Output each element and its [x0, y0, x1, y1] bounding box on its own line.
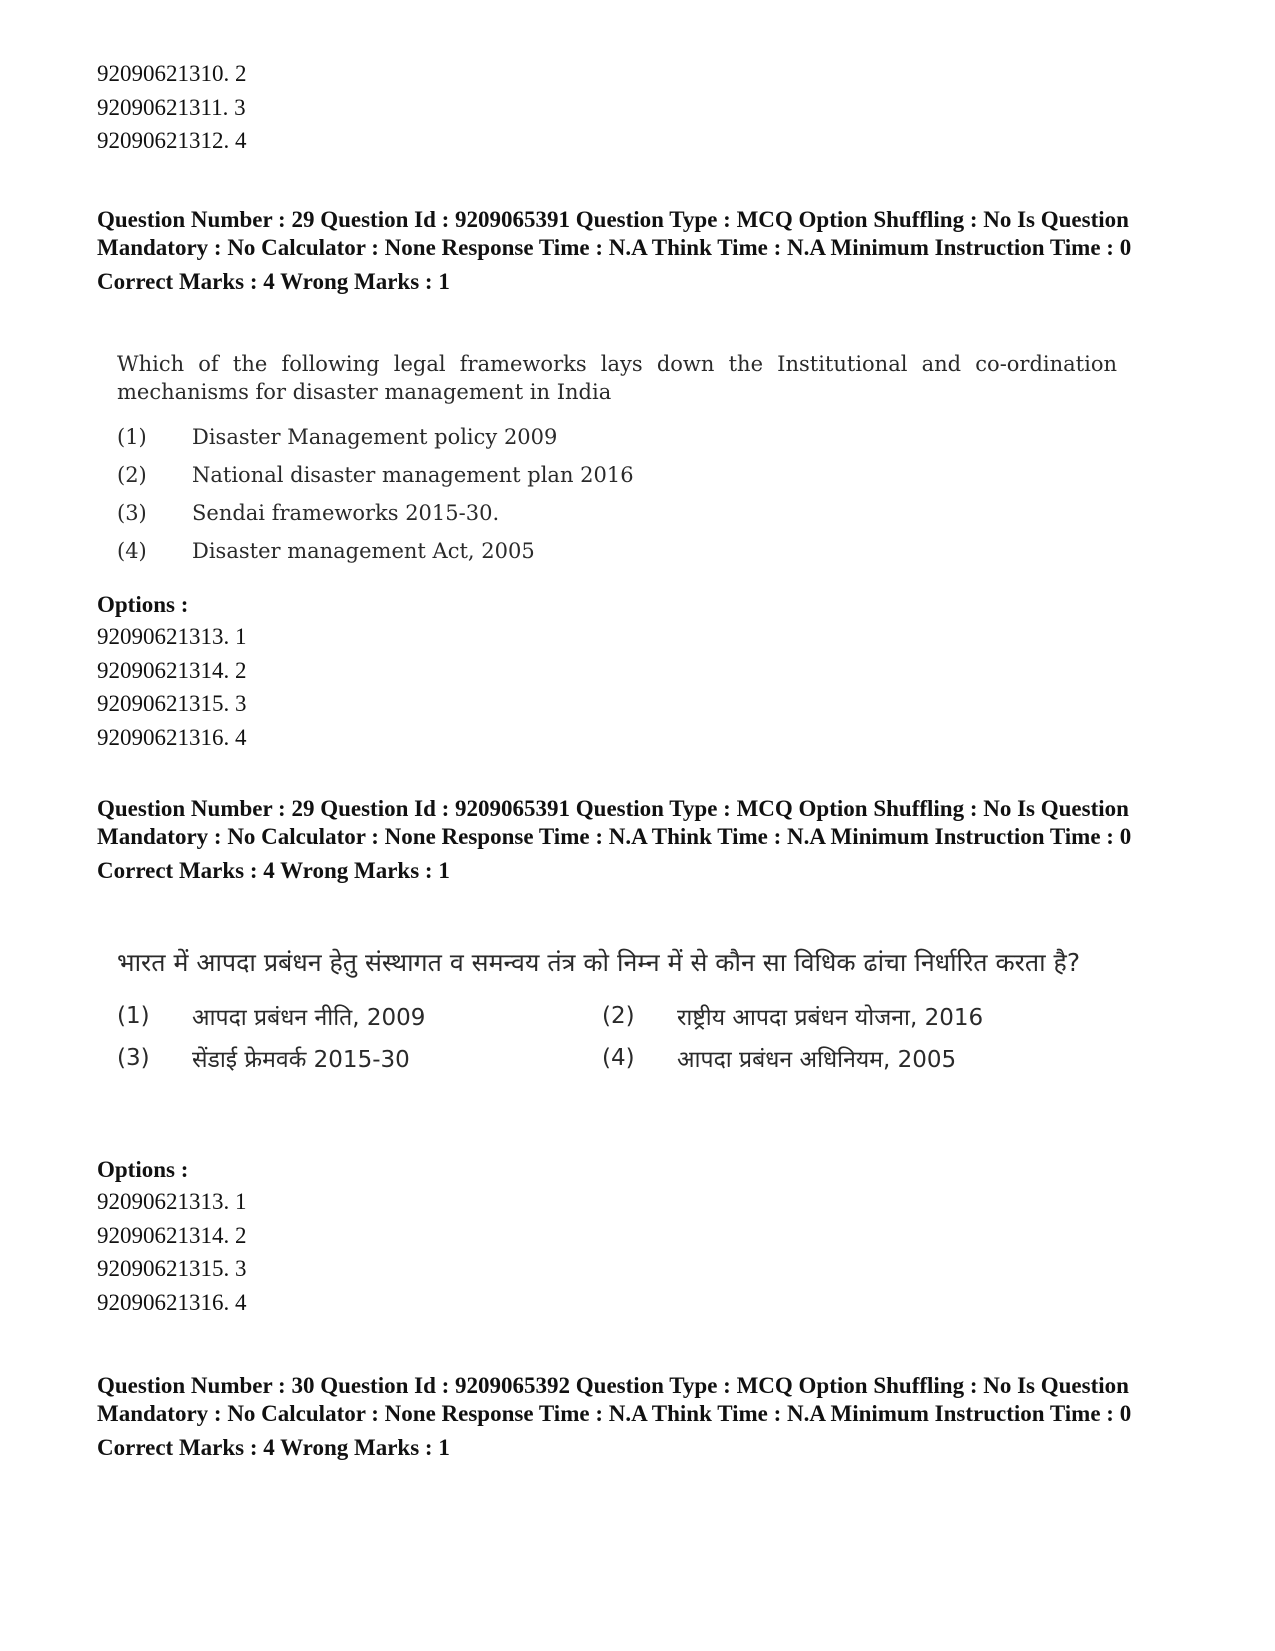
question-marks: Correct Marks : 4 Wrong Marks : 1: [97, 269, 450, 294]
question-meta: Question Number : 29 Question Id : 9209065391 Question Type : MCQ Option Shuffling : No Is Question Mandatory : No Calculator : None Response Time : N.A Think Time : N.A Minimum Instruction Time : 0: [97, 796, 1132, 849]
q29-en-header: [97, 206, 1187, 296]
choice-number: (1): [117, 425, 147, 449]
option-line: 92090621316. 4: [97, 1289, 247, 1315]
choice-number: (2): [117, 463, 147, 487]
choice-item: [117, 418, 1117, 456]
q29-hi-question-image: [117, 945, 1117, 1079]
q30-header: [97, 1372, 1187, 1462]
question-marks: Correct Marks : 4 Wrong Marks : 1: [97, 1435, 450, 1460]
choice-text: Sendai frameworks 2015-30.: [192, 501, 500, 525]
choice-item: [117, 494, 1117, 532]
question-meta: Question Number : 29 Question Id : 9209065391 Question Type : MCQ Option Shuffling : No Is Question Mandatory : No Calculator : None Response Time : N.A Think Time : N.A Minimum Instruction Time : 0: [97, 207, 1132, 260]
q29-hi-header: [97, 795, 1187, 885]
q29-hi-options: [97, 1155, 1187, 1319]
question-text: भारत में आपदा प्रबंधन हेतु संस्थागत व समन्वय तंत्र को निम्न में से कौन सा विधिक ढांचा निर्धारित करता है?: [117, 948, 1081, 977]
options-label: Options :: [97, 1157, 189, 1182]
choice-text: राष्ट्रीय आपदा प्रबंधन योजना, 2016: [677, 1005, 984, 1031]
options-label: Options :: [97, 592, 189, 617]
q29-en-question-image: [117, 350, 1117, 570]
choice-number: (2): [602, 1003, 635, 1029]
option-line: 92090621313. 1: [97, 1189, 247, 1214]
choice-grid: [117, 995, 1117, 1079]
option-line: 92090621315. 3: [97, 691, 247, 716]
choice-item: [117, 456, 1117, 494]
option-line: 92090621314. 2: [97, 1222, 247, 1248]
option-line: 92090621316. 4: [97, 724, 247, 750]
option-line: 92090621314. 2: [97, 657, 247, 683]
choice-item: [117, 995, 602, 1037]
choice-number: (3): [117, 501, 147, 525]
choice-list: [117, 418, 1117, 570]
question-marks: Correct Marks : 4 Wrong Marks : 1: [97, 858, 450, 883]
q29-en-options: [97, 590, 1187, 754]
option-line: 92090621313. 1: [97, 624, 247, 649]
choice-text: National disaster management plan 2016: [192, 463, 634, 487]
choice-text: Disaster management Act, 2005: [192, 539, 535, 563]
choice-item: [117, 1037, 602, 1079]
choice-text: सेंडाई फ्रेमवर्क 2015-30: [192, 1047, 410, 1073]
choice-text: आपदा प्रबंधन नीति, 2009: [192, 1005, 426, 1031]
choice-item: [117, 532, 1117, 570]
option-line: 92090621312. 4: [97, 128, 247, 153]
choice-item: [602, 1037, 1082, 1079]
prev-question-options: [97, 57, 1187, 158]
option-line: 92090621310. 2: [97, 61, 247, 86]
choice-number: (4): [117, 539, 147, 563]
choice-number: (3): [117, 1045, 150, 1071]
question-meta: Question Number : 30 Question Id : 9209065392 Question Type : MCQ Option Shuffling : No Is Question Mandatory : No Calculator : None Response Time : N.A Think Time : N.A Minimum Instruction Time : 0: [97, 1373, 1132, 1426]
option-line: 92090621311. 3: [97, 94, 246, 120]
option-line: 92090621315. 3: [97, 1256, 247, 1281]
choice-text: Disaster Management policy 2009: [192, 425, 558, 449]
choice-item: [602, 995, 1082, 1037]
question-text: Which of the following legal frameworks lays down the Institutional and co-ordination mechanisms for disaster management in India: [117, 352, 1117, 404]
choice-number: (1): [117, 1003, 150, 1029]
choice-number: (4): [602, 1045, 635, 1071]
choice-text: आपदा प्रबंधन अधिनियम, 2005: [677, 1047, 957, 1073]
